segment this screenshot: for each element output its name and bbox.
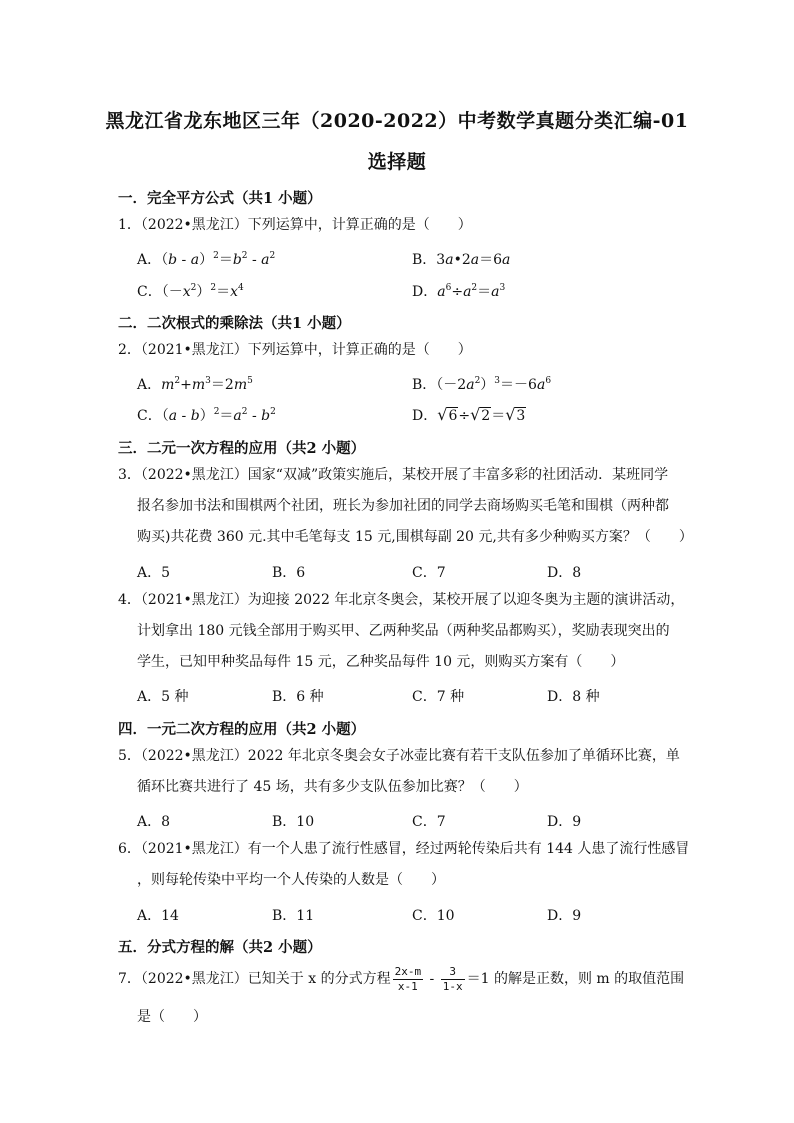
question-5-line-2: 循环比赛共进行了 45 场，共有多少支队伍参加比赛？（ ） [137,779,528,795]
question-3-line-3: 购买)共花费 360 元.其中毛笔每支 15 元,围棋每副 20 元,共有多少种购买方案？（ ） [137,529,693,545]
question-2-option-d: D．√6÷√2＝√3 [412,405,526,424]
question-3-option-d: D．8 [547,565,582,581]
fraction-2 [441,965,465,994]
question-2-option-a: A．$m^2+m^3=2m^5$ [137,376,253,393]
question-5-option-b: B．10 [272,814,315,830]
section-heading-5: 五．分式方程的解（共2 小题） [118,939,322,956]
question-1-stem: 1．（2022•黑龙江）下列运算中，计算正确的是（ ） [118,217,472,233]
question-4-line-3: 学生，已知甲种奖品每件 15 元，乙种奖品每件 10 元，则购买方案有（ ） [137,654,625,670]
question-6-option-a: A．14 [137,908,179,924]
section-heading-4: 四．一元二次方程的应用（共2 小题） [118,721,366,738]
question-3-line-2: 报名参加书法和围棋两个社团，班长为参加社团的同学去商场购买毛笔和围棋（两种都 [137,498,669,514]
question-7-line-1 [118,962,685,996]
fraction-1-numerator: 2x-m [394,964,422,978]
question-2-option-b: B．$(-2a^2)^3=-6a^6$ [412,376,552,393]
question-3-line-1: 3．（2022•黑龙江）国家“双减”政策实施后，某校开展了丰富多彩的社团活动．某班同学 [118,467,669,483]
fraction-1 [393,965,424,994]
section-heading-1: 一．完全平方公式（共1 小题） [118,190,322,207]
question-6-option-d: D．9 [547,908,582,924]
question-3-option-a: A．5 [137,565,171,581]
section-heading-3: 三．二元一次方程的应用（共2 小题） [118,440,366,457]
question-4-option-b: B．6 种 [272,689,324,705]
question-2-option-c: C．$(a - b)^2=a^2 - b^2$ [137,407,276,424]
question-5-line-1: 5．（2022•黑龙江）2022 年北京冬奥会女子冰壶比赛有若干支队伍参加了单循环比赛，单 [118,748,680,764]
section-heading-2: 二．二次根式的乘除法（共1 小题） [118,315,351,332]
document-title: 黑龙江省龙东地区三年（2020-2022）中考数学真题分类汇编-01 [105,110,689,132]
question-5-option-a: A．8 [137,814,171,830]
question-3-option-b: B．6 [272,565,306,581]
question-2-stem: 2．（2021•黑龙江）下列运算中，计算正确的是（ ） [118,342,472,358]
question-3-option-c: C．7 [412,565,446,581]
question-4-line-1: 4．（2021•黑龙江）为迎接 2022 年北京冬奥会，某校开展了以迎冬奥为主题的演讲活动， [118,592,685,608]
question-4-option-d: D．8 种 [547,689,600,705]
question-5-option-c: C．7 [412,814,446,830]
question-7-prefix: 7．（2022•黑龙江）已知关于 x 的分式方程 [118,971,391,987]
fraction-1-denominator: x-1 [397,979,418,993]
question-4-option-c: C．7 种 [412,689,465,705]
question-1-option-a: A．$(b - a)^2=b^2 - a^2$ [137,251,276,268]
question-6-option-c: C．10 [412,908,455,924]
question-4-option-a: A．5 种 [137,689,189,705]
document-subtitle: 选择题 [367,151,427,173]
question-4-line-2: 计划拿出 180 元钱全部用于购买甲、乙两种奖品（两种奖品都购买），奖励表现突出的 [137,623,670,639]
question-5-option-d: D．9 [547,814,582,830]
question-6-option-b: B．11 [272,908,315,924]
fraction-2-denominator: 1-x [442,979,463,993]
question-7-suffix: ＝1 的解是正数，则 m 的取值范围 [466,971,685,987]
question-6-line-2: ，则每轮传染中平均一个人传染的人数是（ ） [137,872,445,888]
question-7-line-2: 是（ ） [137,1009,207,1025]
question-1-option-c: C．$(-x^2)^2=x^4$ [137,283,244,300]
question-6-line-1: 6．（2021•黑龙江）有一个人患了流行性感冒，经过两轮传染后共有 144 人患了流行性感冒 [118,841,690,857]
question-1-option-b: B．3a•2a＝6a [412,252,511,268]
minus-sign: - [425,971,439,987]
question-1-option-d: D．$a^6\div a^2=a^3$ [412,283,506,300]
fraction-2-numerator: 3 [441,965,465,980]
